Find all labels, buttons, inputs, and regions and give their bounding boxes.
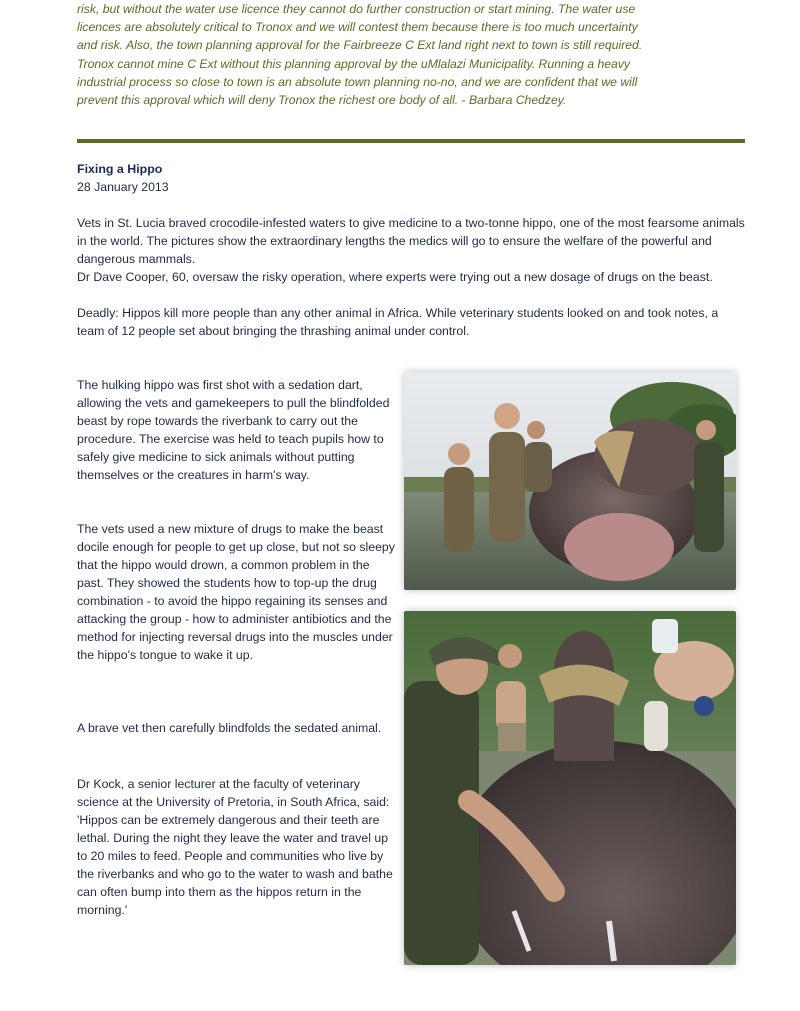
article-header: [77, 160, 745, 340]
quote-line: industrial process so close to town is an absolute town planning no-no, and we are confident that we will: [77, 74, 638, 89]
hippo-river-photo: [404, 372, 736, 590]
article-paragraph-3: The hulking hippo was first shot with a sedation dart, allowing the vets and gamekeepers to pull the blindfolded beast by rope towards the riverbank to carry out the procedure. The exercise was held to teach pupils how to safely give medicine to sick animals without putting themselves or the creatures in harm's way.: [77, 378, 390, 482]
quote-line: and risk. Also, the town planning approval for the Fairbreeze C Ext land right next to town is still required.: [77, 38, 643, 53]
section-divider: [77, 139, 745, 143]
quote-line: Tronox cannot mine C Ext without this planning approval by the uMlalazi Municipality. Running a heavy: [77, 56, 631, 71]
article-paragraph-1b: Dr Dave Cooper, 60, oversaw the risky operation, where experts were trying out a new dosage of drugs on the beast.: [77, 270, 713, 284]
hippo-river-photo-graphic: [404, 372, 736, 590]
article-paragraph-5: A brave vet then carefully blindfolds the sedated animal.: [77, 721, 382, 735]
quote-line: risk, but without the water use licence they cannot do further construction or start mining. The water use: [77, 2, 636, 16]
article-paragraph-4: The vets used a new mixture of drugs to make the beast docile enough for people to get up close, but not so sleepy that the hippo would drown, a common problem in the past. They showed the students how to top-up the drug combination - to avoid the hippo regaining its senses and attacking the group - how to administer antibiotics and the method for injecting reversal drugs into the muscles under the hippo's tongue to wake it up.: [77, 522, 395, 662]
vet-hippo-photo: [404, 611, 736, 965]
article-date: 28 January 2013: [77, 180, 169, 194]
article-paragraph-6: Dr Kock, a senior lecturer at the faculty of veterinary science at the University of Pretoria, in South Africa, said: 'Hippos can be extremely dangerous and their teeth are lethal. During the night they leave the water and travel up to 20 miles to feed. People and communities who live by the riverbanks and who go to the water to wash and bathe can often bump into them as the hippos return in the morning.': [77, 777, 393, 917]
quote-line: prevent this approval which will deny Tronox the richest ore body of all. - Barbara Chedzey.: [77, 93, 567, 108]
article-paragraph-2: Deadly: Hippos kill more people than any other animal in Africa. While veterinary students looked on and took notes, a team of 12 people set about bringing the thrashing animal under control.: [77, 306, 719, 338]
article-title: Fixing a Hippo: [77, 162, 163, 176]
quote-line: licences are absolutely critical to Tronox and we will contest them because there is too much uncertainty: [77, 20, 638, 35]
article-paragraph-1: Vets in St. Lucia braved crocodile-infested waters to give medicine to a two-tonne hippo, one of the most fearsome animals in the world. The pictures show the extraordinary lengths the medics will go to ensure the welfare of the powerful and dangerous mammals.: [77, 216, 745, 266]
vet-hippo-photo-graphic: [404, 611, 736, 965]
pull-quote: [77, 0, 745, 109]
